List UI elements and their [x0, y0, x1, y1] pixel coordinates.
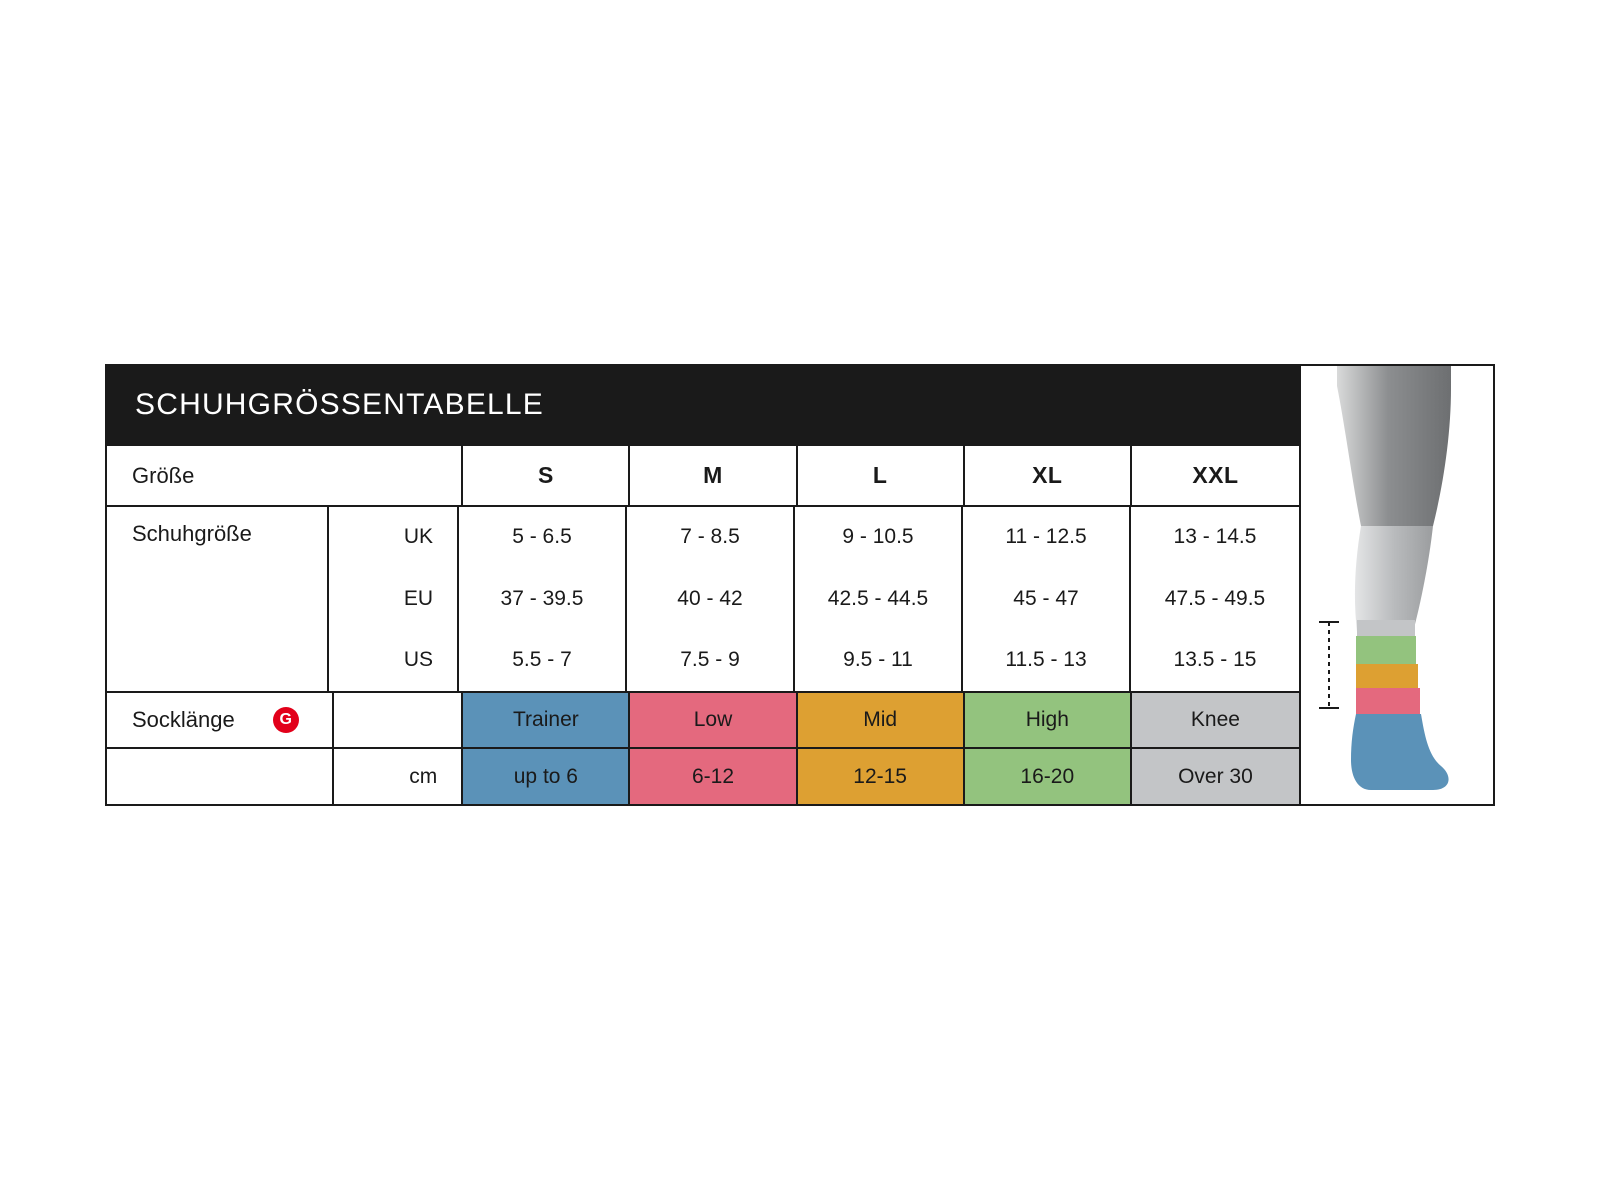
thigh-shape [1337, 366, 1451, 526]
cm-knee: Over 30 [1132, 749, 1299, 804]
socklaenge-text: Socklänge [132, 706, 235, 732]
table-row-sizes [107, 444, 1299, 505]
sock-length-mid: Mid [798, 693, 965, 748]
uk-xl: 11 - 12.5 [963, 507, 1131, 568]
cm-blank-cell [107, 749, 334, 804]
foot-trainer-shape [1351, 714, 1449, 790]
uk-s: 5 - 6.5 [459, 507, 627, 568]
zone-mid [1356, 664, 1418, 688]
size-header-xl: XL [965, 446, 1132, 505]
unit-eu: EU [329, 568, 459, 629]
sock-length-high: High [965, 693, 1132, 748]
uk-m: 7 - 8.5 [627, 507, 795, 568]
eu-xl: 45 - 47 [963, 568, 1131, 629]
cm-low: 6-12 [630, 749, 797, 804]
table-row-cm [107, 747, 1299, 804]
unit-us: US [329, 629, 459, 690]
zone-high [1356, 636, 1416, 664]
us-l: 9.5 - 11 [795, 629, 963, 690]
leg-illustration [1301, 366, 1493, 804]
sock-length-knee: Knee [1132, 693, 1299, 748]
unit-uk: UK [329, 507, 459, 568]
eu-s: 37 - 39.5 [459, 568, 627, 629]
size-table [107, 366, 1301, 804]
size-header-xxl: XXL [1192, 462, 1239, 488]
leg-with-sock-zones-icon [1301, 366, 1493, 804]
row-label-schuhgroesse: Schuhgröße [107, 507, 329, 691]
eu-m: 40 - 42 [627, 568, 795, 629]
row-label-groesse: Größe [107, 446, 463, 505]
cm-high: 16-20 [965, 749, 1132, 804]
unit-cm: cm [334, 749, 463, 804]
sock-length-trainer: Trainer [463, 693, 630, 748]
us-s: 5.5 - 7 [459, 629, 627, 690]
calf-shape [1355, 526, 1433, 632]
size-header-m: M [630, 446, 797, 505]
table-row-socklaenge [107, 691, 1299, 748]
cm-trainer: up to 6 [463, 749, 630, 804]
shoe-size-rows [329, 507, 1299, 691]
us-xl: 11.5 - 13 [963, 629, 1131, 690]
size-header-s: S [463, 446, 630, 505]
cm-mid: 12-15 [798, 749, 965, 804]
us-xxl: 13.5 - 15 [1173, 647, 1257, 671]
uk-xxl: 13 - 14.5 [1173, 525, 1257, 549]
row-label-socklaenge [107, 693, 334, 748]
size-header-l: L [798, 446, 965, 505]
badge-g-icon: G [273, 707, 299, 733]
eu-xxl: 47.5 - 49.5 [1164, 586, 1266, 610]
table-row-uk [329, 507, 1299, 568]
sock-empty-cell [334, 693, 463, 748]
page-title: SCHUHGRÖSSENTABELLE [107, 366, 1299, 444]
shoe-size-chart [105, 364, 1495, 806]
us-m: 7.5 - 9 [627, 629, 795, 690]
table-row-eu [329, 568, 1299, 629]
table-block-shoe-size [107, 505, 1299, 691]
zone-knee [1357, 620, 1415, 636]
sock-length-low: Low [630, 693, 797, 748]
eu-l: 42.5 - 44.5 [795, 568, 963, 629]
table-row-us [329, 629, 1299, 690]
uk-l: 9 - 10.5 [795, 507, 963, 568]
zone-low [1356, 688, 1420, 714]
